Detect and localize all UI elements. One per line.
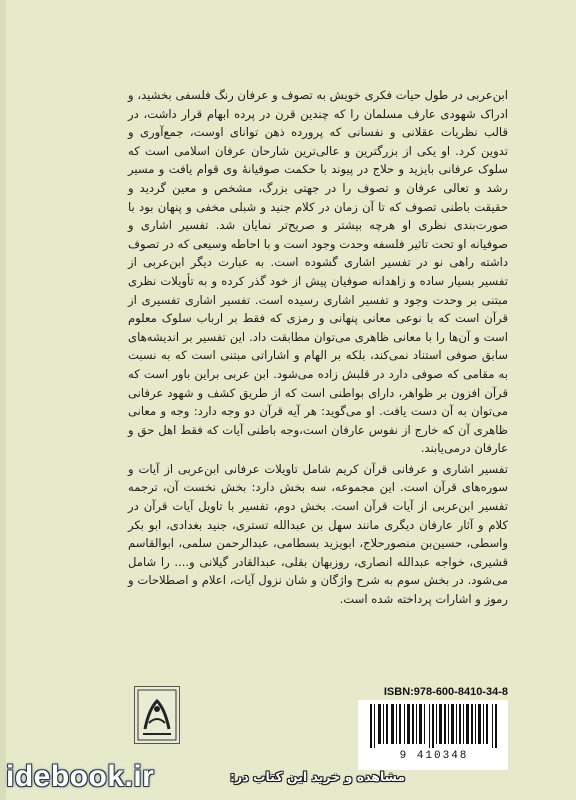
watermark-brand[interactable]: idebook.ir xyxy=(6,760,155,793)
isbn-label: ISBN:978-600-8410-34-8 xyxy=(383,686,508,698)
site-watermark xyxy=(0,758,576,800)
cover-edge xyxy=(0,0,6,800)
publisher-logo-icon xyxy=(137,689,177,741)
barcode-prefix: 9 xyxy=(399,750,409,762)
barcode-number: 410348 xyxy=(416,750,469,762)
barcode-bars xyxy=(366,704,502,748)
blurb-text xyxy=(128,86,508,609)
blurb-paragraph-2: تفسیر اشاری و عرفانی قرآن کریم شامل تاویلات عرفانی ابن‌عربی از آیات و سوره‌های قرآن است. این مجموعه، سه بخش دارد: بخش نخست آن، ترجمه تفسیر ابن‌عربی از آیات قرآن است. بخش دوم، تفسیر با تاویل آیات قرآن در کلام و آثار عارفان دیگری مانند سهل بن عبدالله تستری، جنید بغدادی، ابو بکر واسطی، حسین‌بن منصورحلاج، ابویزید بسطامی، عبدالرحمن سلمی، ابوالقاسم قشیری، خواجه عبدالله انصاری، روزبهان بقلی، عبدالقادر گیلانی و.... را شامل می‌شود. در بخش سوم به شرح واژگان و شان نزول آیات، اعلام و اصطلاحات و رموز و اشارات پرداخته شده است. xyxy=(128,461,508,607)
blurb-paragraph-1: ابن‌عربی در طول حیات فکری خویش به تصوف و عرفان رنگ فلسفی بخشید، و ادراک شهودی عارف مسلمان را که چندین قرن در پرده ابهام قرار داشت، در قالب نظریات عقلانی و نفسانی که پرورده ذهن توانای اوست، جمع‌آوری و تدوین کرد. او یکی از بزرگترین و عالی‌ترین شارحان عرفان اسلامی است که سلوک عرفانی بایزید و حلاج در پیوند با حکمت صوفیانهٔ وی قوام یافت و مسیر رشد و تعالی عرفان و تصوف را در جهتی بزرگ، مشخص و معین گردید و حقیقت باطنی تصوف که تا آن زمان در کلام جنید و شبلی مخفی و پنهان بود با صورت‌بندی نظری او هرچه بیشتر و صریح‌تر نمایان شد. تفسیر اشاری و صوفیانه او تحت تاثیر فلسفه وحدت وجود است و با احاطه وسیعی که در تصوف داشته راهی نو در تفسیر اشاری گشوده است. به عبارت دیگر ابن‌عربی از تفسیر بسیار ساده و زاهدانه صوفیان پیش از خود گذر کرده و به تأویلات نظری مبتنی بر وحدت وجود و تفسیر اشاری رسیده است. تفسیر اشاری تفسیری از قرآن است که با نوعی معانی پنهانی و رمزی که فقط بر ارباب سلوک معلوم است و آن‌ها را با معانی ظاهری می‌توان مطابقت داد. این تفسیر بر اندیشه‌های سابق صوفی استناد نمی‌کند، بلکه بر الهام و اشاراتی مبتنی است که به نسبت به مقامی که صوفی دارد در قلبش زاده می‌شود. ابن عربی براین باور است که قرآن افزون بر ظواهر، دارای بواطنی است که از طریق کشف و شهود عرفانی می‌توان به آن دست یافت. او می‌گوید: هر آیه قرآن دو وجه دارد: وجه و معانی ظاهری آن که خارج از نفوس عارفان است،وجه باطنی آیات که فقط اهل حق و عارفان درمی‌یابند. xyxy=(128,88,508,456)
watermark-caption: مشاهده و خرید این کتاب در: xyxy=(230,769,406,784)
publisher-logo xyxy=(134,686,180,744)
